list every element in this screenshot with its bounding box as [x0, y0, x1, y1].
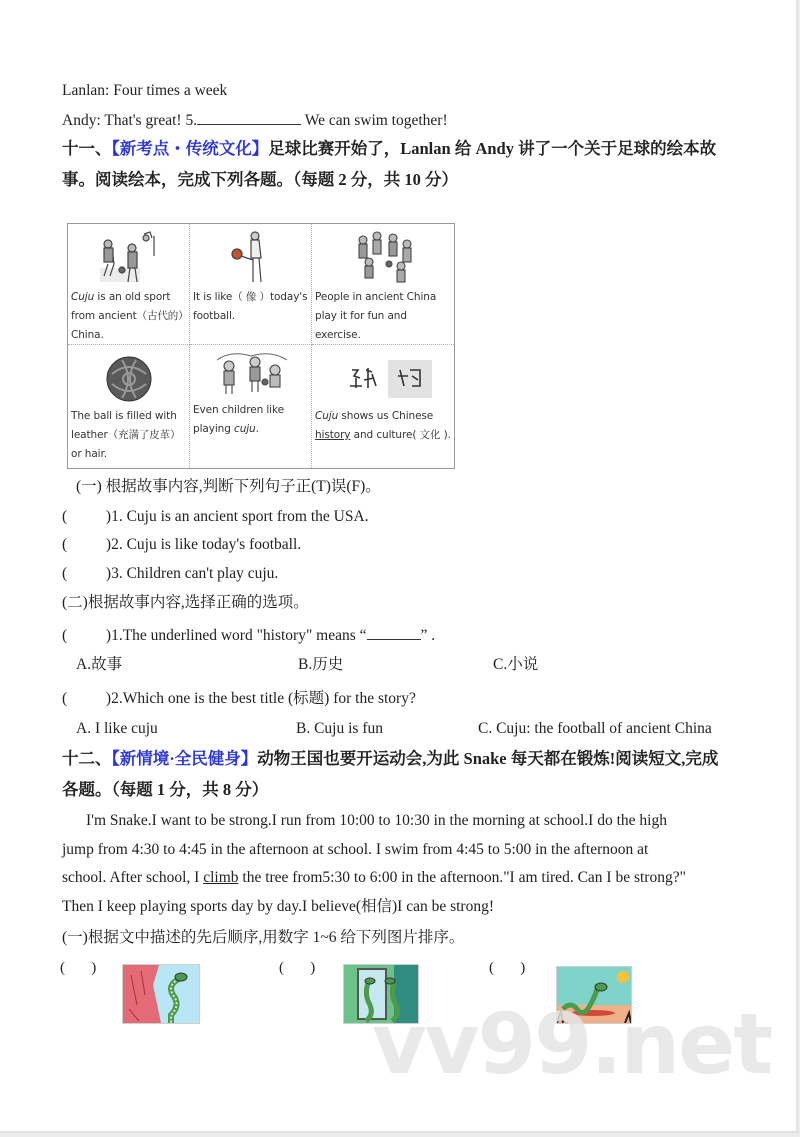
- picture-book-panel-1: [68, 224, 190, 345]
- dialogue-line-2-prefix: Andy: That's great! 5.: [62, 112, 198, 129]
- passage-line-1: I'm Snake.I want to be strong.I run from 10:00 to 10:30 in the morning at school.I do the high: [86, 812, 667, 829]
- tf-answer-3[interactable]: ( ): [62, 565, 112, 582]
- children-playing-illustration: [190, 347, 311, 399]
- snake-climbing-tree-image: [122, 964, 200, 1024]
- section-12-title-line1: 动物王国也要开运动会,为此 Snake 每天都在锻炼!阅读短文,完成: [257, 749, 719, 768]
- picture-book-panel-6: [312, 345, 454, 468]
- answer-blank-5[interactable]: [197, 110, 301, 125]
- picture-book-panel-3: [312, 224, 454, 345]
- ancient-players-illustration: [68, 228, 189, 288]
- dialogue-line-1: Lanlan: Four times a week: [62, 82, 228, 99]
- section-11-title-line1: 足球比赛开始了，Lanlan 给 Andy 讲了一个关于足球的绘本故: [268, 139, 717, 158]
- panel-1-caption: Cuju is an old sport from ancient（古代的）China.: [71, 291, 184, 341]
- section-12-heading: [62, 749, 718, 769]
- watermark: vv99.net: [372, 995, 772, 1093]
- panel-3-caption: People in ancient China play it for fun and exercise.: [315, 291, 437, 341]
- tf-item-2: ( )2. Cuju is like today's football.: [62, 536, 302, 553]
- passage-line-4: Then I keep playing sports day by day.I believe(相信)I can be strong!: [62, 898, 494, 915]
- order-answer-1[interactable]: ( ): [60, 960, 97, 976]
- choice-answer-2[interactable]: ( ): [62, 690, 112, 707]
- q2-option-c: C. Cuju: the football of ancient China: [478, 720, 712, 737]
- panel-4-caption: The ball is filled with leather（充满了皮革）or hair.: [71, 410, 181, 460]
- snake-in-sun-image: [556, 966, 632, 1024]
- tf-item-3: ( )3. Children can't play cuju.: [62, 565, 279, 582]
- order-answer-2[interactable]: ( ): [279, 960, 316, 976]
- panel-6-caption: Cuju shows us Chinese history and culture( 文化 ).: [315, 410, 451, 441]
- picture-book-grid: [67, 223, 455, 469]
- snake-at-mirror-image: [343, 964, 419, 1024]
- picture-book-panel-4: [68, 345, 190, 468]
- section-11-part1-instruction: (一) 根据故事内容,判断下列句子正(T)误(F)。: [76, 478, 381, 495]
- section-12-number: 十二、: [62, 749, 112, 768]
- choice-q2: ( )2.Which one is the best title (标题) for the story?: [62, 690, 416, 707]
- q2-option-b: B. Cuju is fun: [296, 720, 383, 737]
- section-12-title-line2: 各题。（每题 1 分，共 8 分）: [62, 780, 269, 799]
- q1-option-c: C.小说: [493, 656, 539, 673]
- woven-ball-illustration: [68, 353, 189, 405]
- dialogue-line-2: [62, 110, 448, 131]
- section-11-title-line2: 事。阅读绘本，完成下列各题。（每题 2 分，共 10 分）: [62, 170, 458, 189]
- order-answer-3[interactable]: ( ): [489, 960, 526, 976]
- group-playing-illustration: [312, 228, 454, 288]
- player-kicking-illustration: [190, 228, 311, 288]
- underlined-word-history: history: [315, 429, 351, 441]
- section-12-part1-instruction: (一)根据文中描述的先后顺序,用数字 1~6 给下列图片排序。: [62, 929, 465, 946]
- picture-book-panel-5: [190, 345, 312, 468]
- choice-q1: ( )1.The underlined word "history" means “ ” .: [62, 627, 436, 644]
- panel-2-caption: It is like（ 像 ）today's football.: [193, 291, 308, 322]
- panel-5-caption: Even children like playing cuju.: [193, 404, 284, 435]
- passage-line-3: school. After school, I climb the tree from5:30 to 6:00 in the afternoon."I am tired. Can I be strong?": [62, 869, 686, 886]
- passage-line-2: jump from 4:30 to 4:45 in the afternoon at school. I swim from 4:45 to 5:00 in the afternoon at: [62, 841, 649, 858]
- section-11-tag: 【新考点・传统文化】: [111, 139, 269, 158]
- choice-answer-1[interactable]: ( ): [62, 627, 112, 644]
- section-11-part2-instruction: (二)根据故事内容,选择正确的选项。: [62, 594, 309, 611]
- tf-answer-2[interactable]: ( ): [62, 536, 112, 553]
- section-12-tag: 【新情境·全民健身】: [111, 749, 258, 768]
- q1-option-a: A.故事: [76, 656, 123, 673]
- calligraphy-illustration: [312, 353, 454, 405]
- dialogue-line-2-suffix: We can swim together!: [301, 112, 448, 129]
- underlined-word-climb: climb: [203, 869, 239, 886]
- section-11-heading: [62, 139, 716, 159]
- picture-book-panel-2: [190, 224, 312, 345]
- q2-option-a: A. I like cuju: [76, 720, 158, 737]
- tf-answer-1[interactable]: ( ): [62, 508, 112, 525]
- tf-item-1: ( )1. Cuju is an ancient sport from the USA.: [62, 508, 369, 525]
- section-11-number: 十一、: [62, 139, 112, 158]
- q1-option-b: B.历史: [298, 656, 344, 673]
- q1-blank[interactable]: [367, 625, 421, 640]
